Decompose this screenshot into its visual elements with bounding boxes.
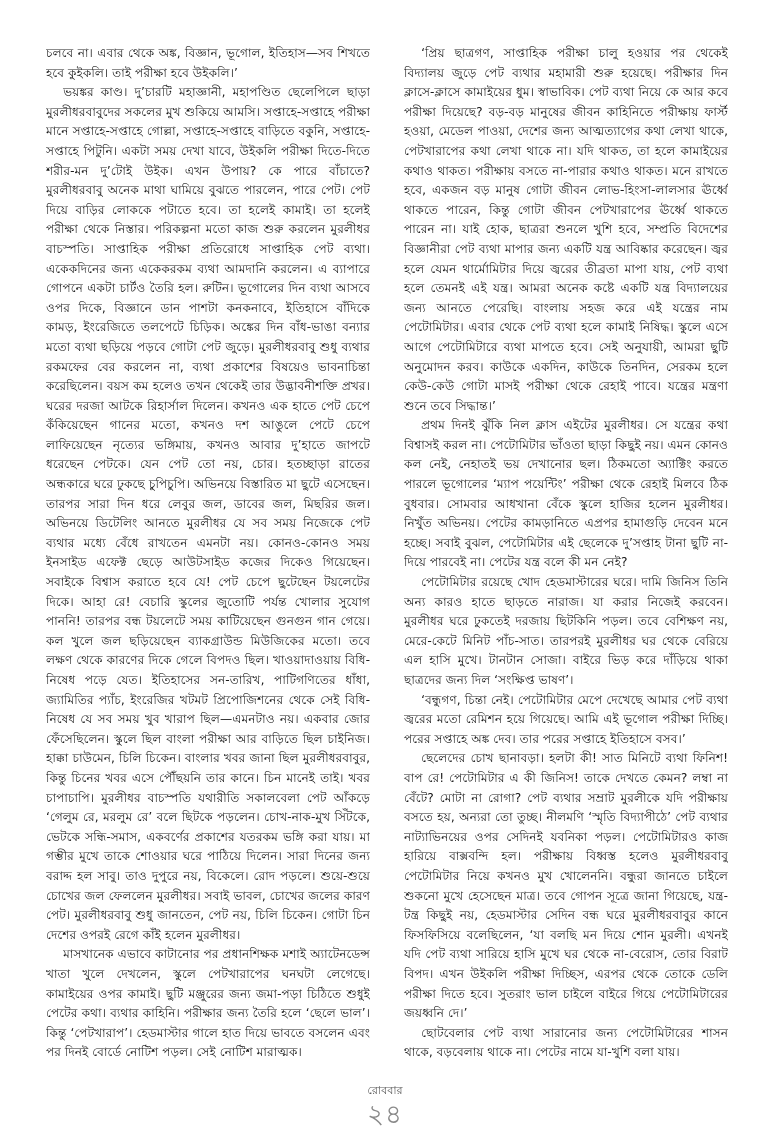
paragraph: পেটোমিটার রয়েছে খোদ হেডমাস্টারের ঘরে। দামি জিনিস তিনি অন্য কারও হাতে ছাড়তে নারাজ। যা করার নিজেই করবেন। মুরলীধর ঘরে ঢুকতেই দরজায় ছিটকিনি পড়ল। তবে বেশিক্ষণ নয়, মেরে-কেটে মিনিট পাঁচ-সাত। তারপরই মুরলীধর ঘর থেকে বেরিয়ে এল হাসি মুখে। টানটান সোজা। বাইরে ভিড় করে দাঁড়িয়ে থাকা ছাত্রদের জন্য দিল ‘সংক্ষিপ্ত ভাষণ’। — [404, 575, 728, 687]
paragraph: ছোটবেলার পেট ব্যথা সারানোর জন্য পেটোমিটারের শাসন থাকে, বড়বেলায় থাকে না। পেটের নামে যা-খুশি বলা যায়। — [404, 1025, 728, 1060]
paragraph: ছেলেদের চোখ ছানাবড়া। হলটা কী! সাত মিনিটে ব্যথা ফিনিশ! বাপ রে! পেটোমিটার এ কী জিনিস! তাকে দেখতে কেমন? লম্বা না বেঁটে? মোটা না রোগা? পেট ব্যথার সম্রাট মুরলীকে যদি পরীক্ষায় বসতে হয়, অন্যরা তো তুচ্ছ। নীলমণি ‘স্মৃতি বিদ্যাপীঠে’ পেট ব্যথার নাট্যাভিনয়ের ওপর সেদিনই যবনিকা পড়ল। পেটোমিটারও কাজ হারিয়ে বাক্সবন্দি হল। পরীক্ষায় বিধ্বস্ত হলেও মুরলীধরবাবু পেটোমিটার নিয়ে কখনও মুখ খোলেননি। বন্ধুরা জানতে চাইলে শুকনো মুখে হেসেছেন মাত্র। তবে গোপন সূত্রে জানা গিয়েছে, যন্ত্র-টন্ত্র কিছুই নয়, হেডমাস্টার সেদিন বন্ধ ঘরে মুরলীধরবাবুর কানে ফিসফিসিয়ে বলেছিলেন, ‘যা বলছি মন দিয়ে শোন মুরলী। এখনই যদি পেট ব্যথা সারিয়ে হাসি মুখে ঘর থেকে না-বেরোস, তোর বিরাট বিপদ। এখন উইকলি পরীক্ষা দিচ্ছিস, এরপর থেকে তোকে ডেলি পরীক্ষা দিতে হবে। সুতরাং ভাল চাইলে বাইরে গিয়ে পেটোমিটারের জয়ধ্বনি দে।’ — [404, 751, 728, 1021]
page-number: ২৪ — [367, 1100, 403, 1130]
paragraph: প্রথম দিনই ঝুঁকি নিল ক্লাস এইটের মুরলীধর। সে যন্ত্রের কথা বিশ্বাসই করল না। পেটোমিটার ভাঁওতা ছাড়া কিছুই নয়। এমন কোনও কল নেই, নেহাতই ভয় দেখানোর ছল। ঠিকমতো অ্যাক্টিং করতে পারলে ভূগোলের ‘ম্যাপ পয়েন্টিং’ পরীক্ষা থেকে রেহাই মিলবে ঠিক বুধবার। সোমবার আধখানা বেঁকে স্কুলে হাজির হলেন মুরলীধর। নিখুঁত অভিনয়। পেটের কামড়ানিতে এপ্রপর হামাগুড়ি দেবেন মনে হচ্ছে। সবাই বুঝল, পেটোমিটার এই ছেলেকে দু’সপ্তাহ টানা ছুটি না-দিয়ে পারবেই না। পেটের যন্ত্র বলে কী মন নেই? — [404, 418, 728, 570]
paragraph: ‘প্রিয় ছাত্রগণ, সাপ্তাহিক পরীক্ষা চালু হওয়ার পর থেকেই বিদ্যালয় জুড়ে পেট ব্যথার মহামারী শুরু হয়েছে। পরীক্ষার দিন ক্লাসে-ক্লাসে কামাইয়ের ধুম। স্বাভাবিক। পেট ব্যথা নিয়ে কে আর কবে পরীক্ষা দিয়েছে? বড়-বড় মানুষের জীবন কাহিনিতে পরীক্ষায় ফার্স্ট হওয়া, মেডেল পাওয়া, দেশের জন্য আত্মত্যাগের কথা লেখা থাকে, পেটখারাপের কথা লেখা থাকে না। যদি থাকত, তা হলে কামাইয়ের কথাও থাকত। পরীক্ষায় বসতে না-পারার কথাও থাকত। মনে রাখতে হবে, একজন বড় মানুষ গোটা জীবন লোভ-হিংসা-লালসার ঊর্ধ্বে থাকতে পারেন, কিন্তু গোটা জীবন পেটখারাপের ঊর্ধ্বে থাকতে পারেন না। যাই হোক, ছাত্ররা শুনলে খুশি হবে, সম্প্রতি বিদেশের বিজ্ঞানীরা পেট ব্যথা মাপার জন্য একটি যন্ত্র আবিষ্কার করেছেন। জ্বর হলে যেমন থার্মোমিটার দিয়ে জ্বরের তীব্রতা মাপা যায়, পেট ব্যথা হলে তেমনই এই যন্ত্র। আমরা অনেক কষ্টে একটি যন্ত্র বিদ্যালয়ের জন্য আনতে পেরেছি। বাংলায় সহজ করে এই যন্ত্রের নাম পেটোমিটার। এবার থেকে পেট ব্যথা হলে কামাই নিষিদ্ধ। স্কুলে এসে আগে পেটোমিটারে ব্যথা মাপতে হবে। সেই অনুযায়ী, আমরা ছুটি অনুমোদন করব। কাউকে একদিন, কাউকে তিনদিন, সেরকম হলে কেউ-কেউ গোটা মাসই পরীক্ষা থেকে রেহাই পাবে। যন্ত্রের মন্ত্রণা শুনে তবে সিদ্ধান্ত।’ — [404, 46, 728, 413]
paragraph: চলবে না। এবার থেকে অঙ্ক, বিজ্ঞান, ভূগোল, ইতিহাস—সব শিখতে হবে কুইকলি। তাই পরীক্ষা হবে উইকলি।’ — [46, 46, 370, 80]
magazine-name: রোববার — [367, 1084, 403, 1097]
paragraph: ভয়ঙ্কর কাণ্ড। দু’চারটি মহাজ্ঞানী, মহাপণ্ডিত ছেলেপিলে ছাড়া মুরলীধরবাবুদের সকলের মুখ শুকিয়ে আমসি। সপ্তাহে-সপ্তাহে পরীক্ষা মানে সপ্তাহে-সপ্তাহে গোল্লা, সপ্তাহে-সপ্তাহে বাড়িতে বকুনি, সপ্তাহে-সপ্তাহে পিটুনি। একটা সময় দেখা যাবে, উইকলি পরীক্ষা দিতে-দিতে শরীর-মন দু’টোই উইক। এখন উপায়? কে পারে বাঁচাতে? মুরলীধরবাবু অনেক মাথা ঘামিয়ে বুঝতে পারলেন, পারে পেট। পেট দিয়ে বাড়ির লোককে পটাতে হবে। তা হলেই কামাই। তা হলেই পরীক্ষা থেকে নিস্তার। পরিকল্পনা মতো কাজ শুরু করলেন মুরলীধর বাচস্পতি। সাপ্তাহিক পরীক্ষা প্রতিরোধে সাপ্তাহিক পেট ব্যথা। একেকদিনের জন্য একেকরকম ব্যথা আমদানি করলেন। এ ব্যাপারে গোপনে একটা চার্টও তৈরি হল। রুটিন। ভূগোলের দিন ব্যথা আসবে ওপর দিকে, বিজ্ঞানে ডান পাশটা কনকনাবে, ইতিহাসে বাঁদিকে কামড়, ইংরেজিতে তলপেটে চিড়িক। অঙ্কের দিন বাঁধ-ভাঙা বন্যার মতো ব্যথা ছড়িয়ে পড়বে গোটা পেট জুড়ে। মুরলীধরবাবু শুধু ব্যথার রকমফের বের করলেন না, ব্যথা প্রকাশের বিষয়েও ভাবনাচিন্তা করেছিলেন। বয়স কম হলেও তখন থেকেই তার উদ্ভাবনীশক্তি প্রখর। ঘরের দরজা আটকে রিহার্সাল দিলেন। কখনও এক হাতে পেট চেপে কঁকিয়েছেন গানের মতো, কখনও দশ আঙুলে পেটে চেপে লাফিয়েছেন নৃত্যের ভঙ্গিমায়, কখনও আবার দু’হাতে জাপটে ধরেছেন পেটকে। যেন পেট তো নয়, চোর। হতচ্ছাড়া রাতের অন্ধকারে ঘরে ঢুকছে চুপিচুপি। অভিনয়ে বিস্তারিত মা ছুটে এসেছেন। তারপর সারা দিন ধরে লেবুর জল, ডাবের জল, মিছরির জল। অভিনয়ে ডিটেলিং আনতে মুরলীধর যে সব সময় নিজেকে পেট ব্যথার মধ্যে বেঁধে রাখতেন এমনটা নয়। কোনও-কোনও সময় ইনসাইড এফেক্ট ছেড়ে আউটসাইড কজের দিকেও গিয়েছেন। সবাইকে বিশ্বাস করাতে হবে যে! পেট চেপে ছুটেছেন টয়লেটের দিকে। আহা রে! বেচারি স্কুলের জুতোটি পর্যন্ত খোলার সুযোগ পাননি! তারপর বন্ধ টয়লেটে সময় কাটিয়েছেন গুনগুন গান গেয়ে। কল খুলে জল ছড়িয়েছেন ব্যাকগ্রাউন্ড মিউজিকের মতো। তবে লক্ষণ থেকে কারণের দিকে গেলে বিপদও ছিল। খাওয়াদাওয়ায় বিধি-নিষেধ পড়ে যেত। ইতিহাসের সন-তারিখ, পাটিগণিতের ধাঁধা, জ্যামিতির প্যাঁচ, ইংরেজির খটমট প্রিপোজিশনের থেকে সেই বিধি-নিষেধ যে সব সময় খুব খারাপ ছিল—এমনটাও নয়। একবার জোর ফেঁসেছিলেন। স্কুলে ছিল বাংলা পরীক্ষা আর বাড়িতে ছিল চাইনিজ। হাক্কা চাউমেন, চিলি চিকেন। বাংলার খবর জানা ছিল মুরলীধরবাবুর, কিন্তু চিনের খবর এসে পৌঁছয়নি তার কানে। চিন মানেই তাই। খবর চাপাচাপি। মুরলীধর বাচস্পতি যথারীতি সকালবেলা পেট আঁকড়ে ‘গেলুম রে, মরলুম রে’ বলে ছিটকে পড়লেন। চোখ-নাক-মুখ সিঁটকে, ভেটকে সন্ধি-সমাস, একবর্ণের প্রকাশের যতরকম ভঙ্গি করা যায়। মা গম্ভীর মুখে তাকে শোওয়ার ঘরে পাঠিয়ে দিলেন। সারা দিনের জন্য বরাদ্দ হল সাবু। তাও দুপুরে নয়, বিকেলে। রোদ পড়লে। শুয়ে-শুয়ে চোখের জল ফেললেন মুরলীধর। সবাই ভাবল, চোখের জলের কারণ পেট। মুরলীধরবাবু শুধু জানতেন, পেট নয়, চিলি চিকেন। গোটা চিন দেশের ওপরই রেগে কাঁই হলেন মুরলীধর। — [46, 85, 370, 942]
column-right — [404, 44, 728, 1074]
article-body — [46, 44, 728, 1074]
paragraph: ‘বন্ধুগণ, চিন্তা নেই। পেটোমিটার মেপে দেখেছে আমার পেট ব্যথা জ্বরের মতো রেমিশন হয়ে গিয়েছে। আমি এই ভূগোল পরীক্ষা দিচ্ছি। পরের সপ্তাহে অঙ্ক দেব। তার পরের সপ্তাহে ইতিহাসে বসব।’ — [404, 692, 728, 746]
column-left — [46, 44, 370, 1074]
paragraph: মাসখানেক এভাবে কাটানোর পর প্রধানশিক্ষক মশাই অ্যাটেনডেন্স খাতা খুলে দেখলেন, স্কুলে পেটখারাপের ঘনঘটা লেগেছে। কামাইয়ের ওপর কামাই। ছুটি মঞ্জুরের জন্য জমা-পড়া চিঠিতে শুধুই পেটের কথা। ব্যথার কাহিনি। পরীক্ষার জন্য তৈরি হলে ‘ছেলে ভাল’। কিন্তু ‘পেটখারাপ’। হেডমাস্টার গালে হাত দিয়ে ভাবতে বসলেন এবং পর দিনই বোর্ডে নোটিশ পড়ল। সেই নোটিশ মারাত্মক। — [46, 947, 370, 1060]
